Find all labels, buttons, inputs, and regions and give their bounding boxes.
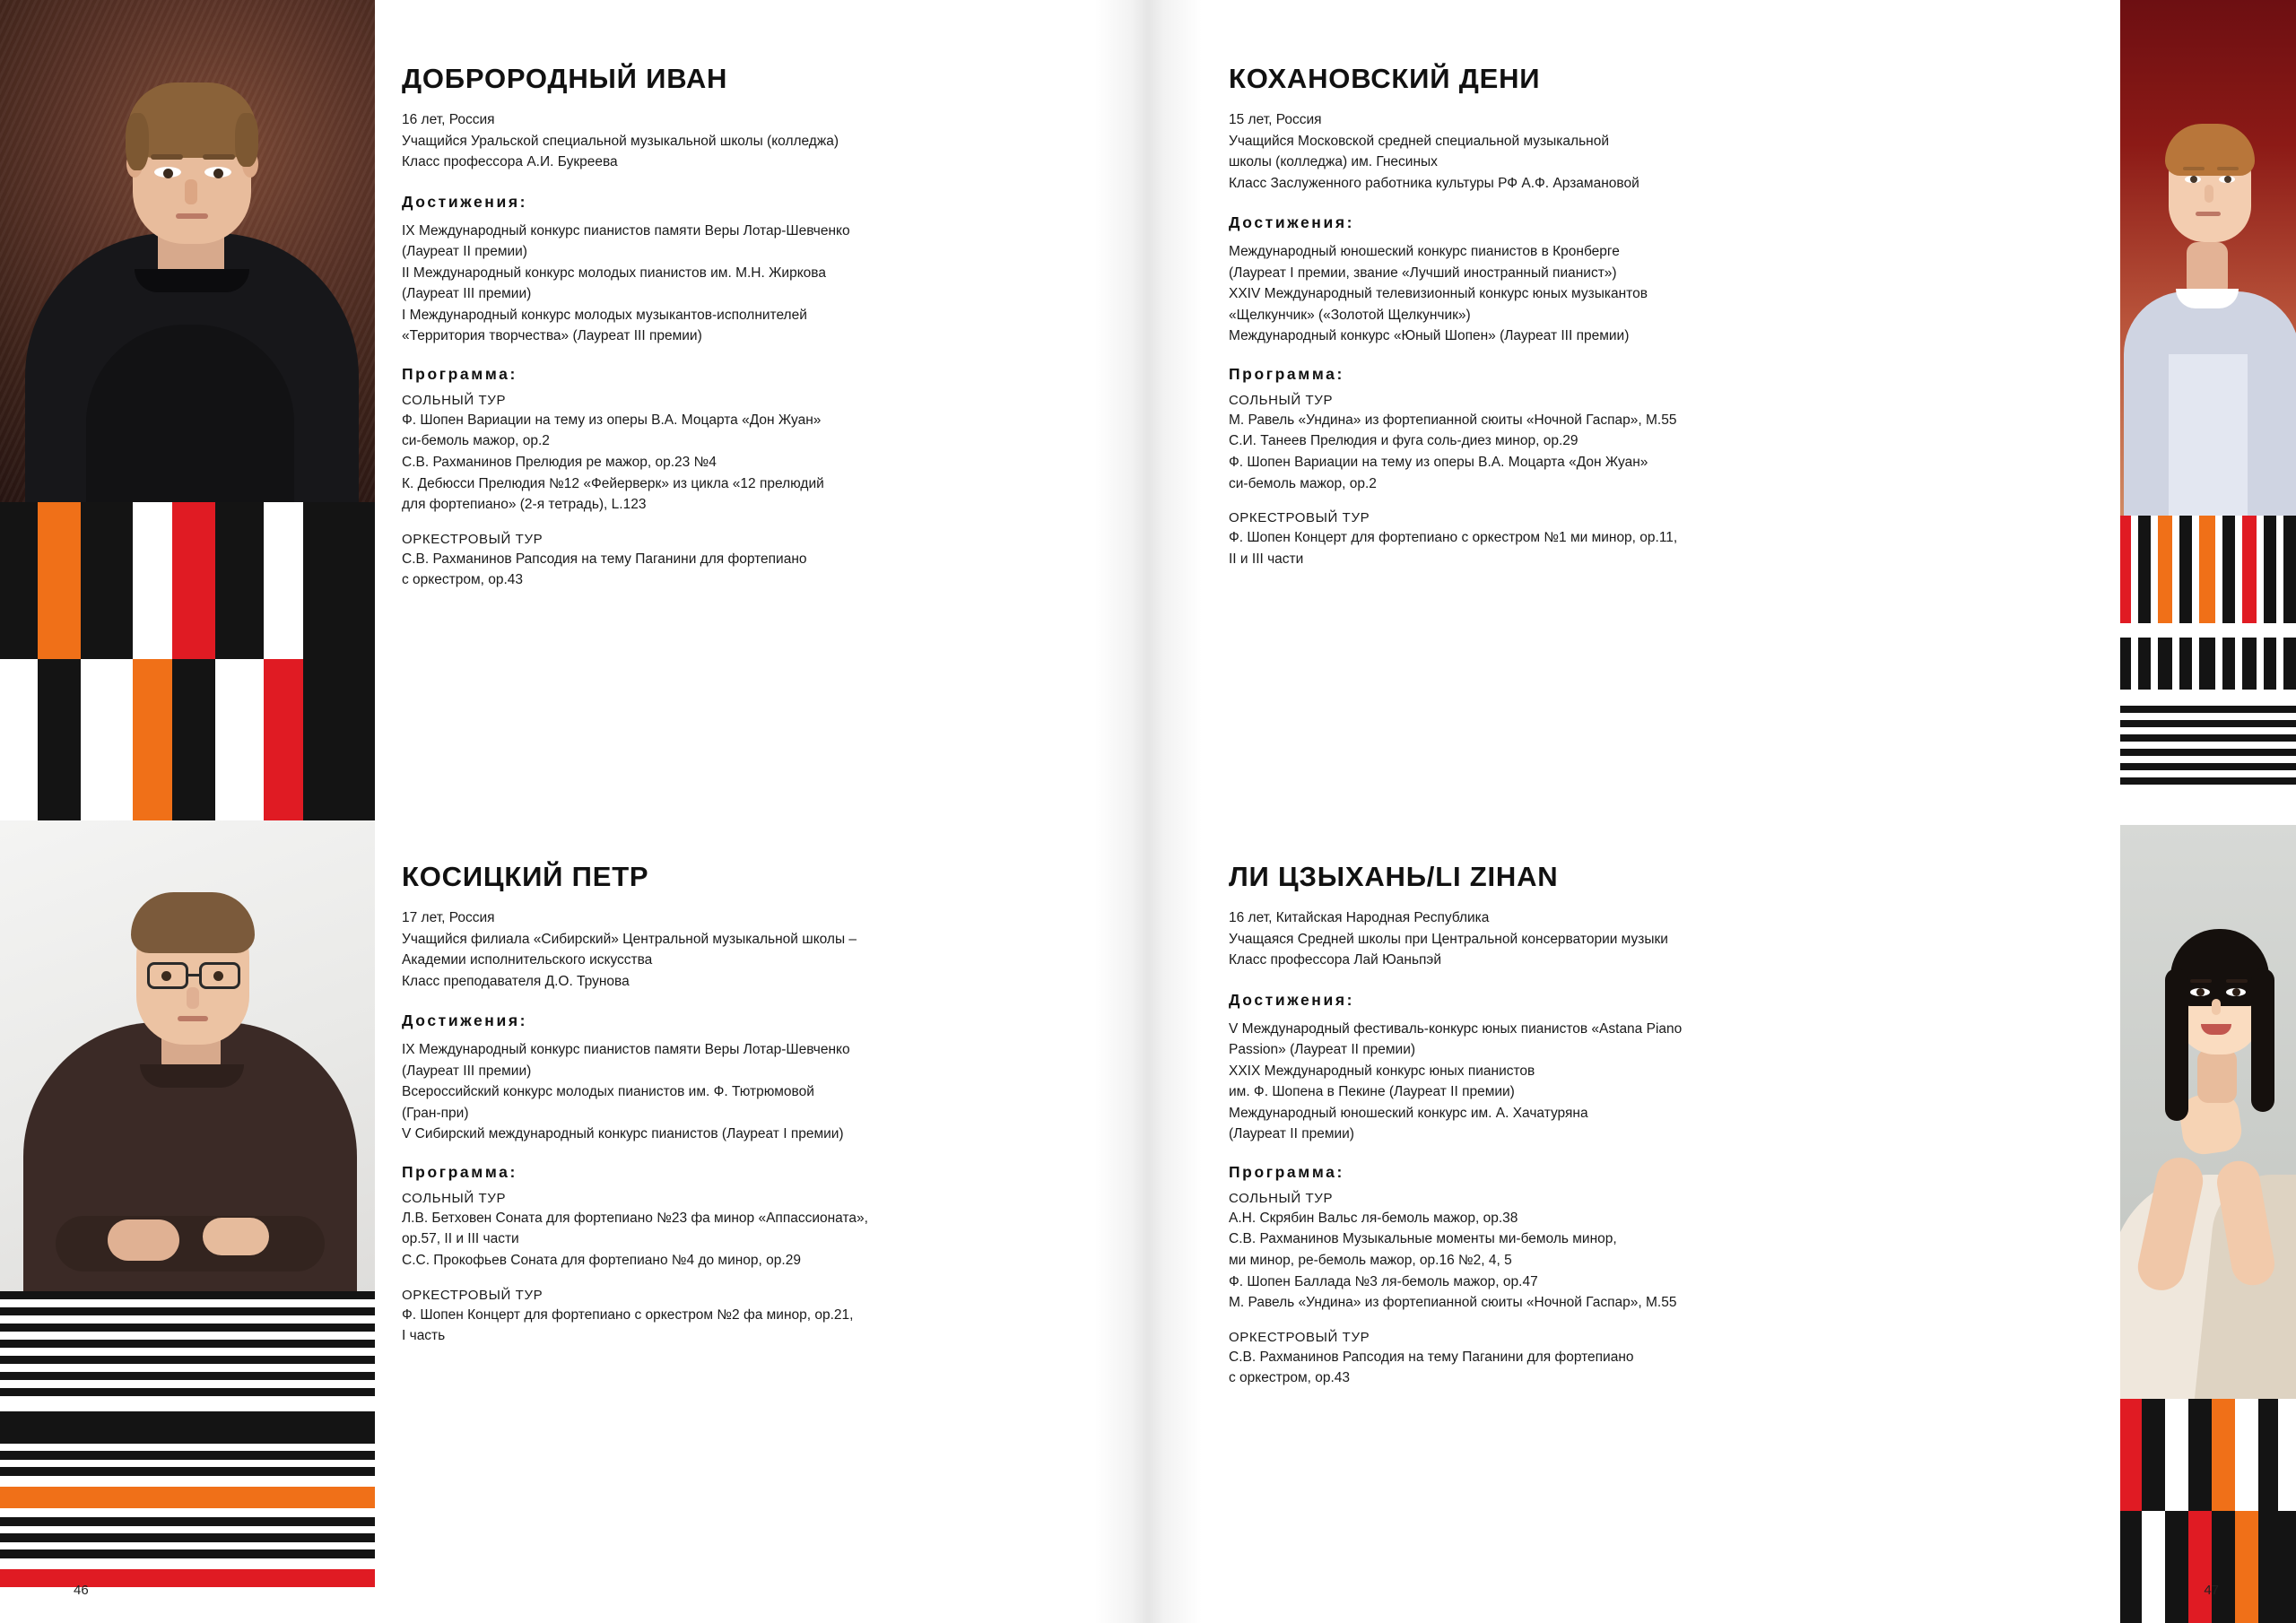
achievements-heading: Достижения: xyxy=(402,192,528,211)
tour-pieces-orchestra xyxy=(1229,1347,1937,1389)
tour-pieces-orchestra xyxy=(402,549,1110,591)
performer-name: ДОБРОРОДНЫЙ ИВАН xyxy=(402,63,728,94)
tour-label-orchestra: ОРКЕСТРОВЫЙ ТУР xyxy=(1229,1329,1370,1345)
tour-label-solo: СОЛЬНЫЙ ТУР xyxy=(402,392,507,408)
achievement-line: (Лауреат I премии, звание «Лучший иностранный пианист») xyxy=(1229,265,1617,281)
piece-line: М. Равель «Ундина» из фортепианной сюиты «Ночной Гаспар», M.55 xyxy=(1229,1295,1677,1311)
performer-name: КОСИЦКИЙ ПЕТР xyxy=(402,861,649,892)
meta-line: Класс профессора А.И. Букреева xyxy=(402,154,618,170)
achievement-line: XXIX Международный конкурс юных пианистов xyxy=(1229,1063,1535,1079)
program-heading: Программа: xyxy=(1229,1162,1344,1181)
decorative-stripes-left-bottom xyxy=(0,1291,375,1587)
piece-line: II и III части xyxy=(1229,551,1304,567)
achievement-line: Международный конкурс «Юный Шопен» (Лауреат III премии) xyxy=(1229,328,1630,344)
achievement-line: I Международный конкурс молодых музыкантов-исполнителей xyxy=(402,307,807,323)
page-right xyxy=(1148,0,2296,1623)
meta-line: 15 лет, Россия xyxy=(1229,112,1322,127)
tour-label-orchestra: ОРКЕСТРОВЫЙ ТУР xyxy=(402,531,544,547)
tour-label-solo: СОЛЬНЫЙ ТУР xyxy=(1229,1190,1334,1206)
achievements-list xyxy=(1229,241,1937,347)
achievement-line: IX Международный конкурс пианистов памяти Веры Лотар-Шевченко xyxy=(402,222,850,239)
tour-pieces-orchestra xyxy=(402,1305,1110,1347)
meta-line: Учащийся Московской средней специальной музыкальной xyxy=(1229,133,1609,149)
piece-line: Ф. Шопен Вариации на тему из оперы В.А. Моцарта «Дон Жуан» xyxy=(1229,455,1648,471)
piece-line: op.57, II и III части xyxy=(402,1231,519,1247)
program-heading: Программа: xyxy=(1229,364,1344,383)
achievement-line: IX Международный конкурс пианистов памяти Веры Лотар-Шевченко xyxy=(402,1042,850,1058)
meta-line: Академии исполнительского искусства xyxy=(402,952,653,968)
portrait-kositsky-petr xyxy=(0,820,375,1291)
piece-line: с оркестром, op.43 xyxy=(1229,1370,1351,1386)
piece-line: К. Дебюсси Прелюдия №12 «Фейерверк» из цикла «12 прелюдий xyxy=(402,475,824,491)
meta-line: Класс Заслуженного работника культуры РФ А.Ф. Арзамановой xyxy=(1229,175,1639,191)
tour-label-solo: СОЛЬНЫЙ ТУР xyxy=(402,1190,507,1206)
achievement-line: «Щелкунчик» («Золотой Щелкунчик») xyxy=(1229,307,1471,323)
achievement-line: Международный юношеский конкурс им. А. Хачатуряна xyxy=(1229,1105,1588,1121)
meta-line: 16 лет, Китайская Народная Республика xyxy=(1229,910,1490,925)
achievement-line: II Международный конкурс молодых пианистов им. М.Н. Жиркова xyxy=(402,265,826,281)
piece-line: для фортепиано» (2-я тетрадь), L.123 xyxy=(402,497,647,513)
tour-label-orchestra: ОРКЕСТРОВЫЙ ТУР xyxy=(1229,510,1370,526)
portrait-dobrorodny-ivan xyxy=(0,0,375,502)
meta-line: Класс профессора Лай Юаньпэй xyxy=(1229,952,1441,968)
achievements-list xyxy=(402,1039,1110,1145)
achievement-line: XXIV Международный телевизионный конкурс юных музыкантов xyxy=(1229,286,1648,302)
tour-pieces-solo xyxy=(402,1208,1110,1271)
piece-line: Ф. Шопен Вариации на тему из оперы В.А. Моцарта «Дон Жуан» xyxy=(402,412,822,428)
achievements-list xyxy=(402,221,1110,347)
meta-line: Класс преподавателя Д.О. Трунова xyxy=(402,973,630,989)
achievement-line: Международный юношеский конкурс пианистов в Кронберге xyxy=(1229,244,1620,260)
achievement-line: (Лауреат III премии) xyxy=(402,1063,532,1079)
tour-pieces-solo xyxy=(1229,410,1937,494)
tour-pieces-solo xyxy=(402,410,1110,516)
meta-line: 16 лет, Россия xyxy=(402,112,495,127)
achievement-line: (Лауреат II премии) xyxy=(1229,1126,1354,1142)
meta-line: Учащийся филиала «Сибирский» Центральной музыкальной школы – xyxy=(402,931,857,947)
meta-line: Учащаяся Средней школы при Центральной консерватории музыки xyxy=(1229,931,1668,947)
piece-line: I часть xyxy=(402,1328,446,1344)
performer-meta xyxy=(402,109,1110,173)
meta-line: Учащийся Уральской специальной музыкальной школы (колледжа) xyxy=(402,133,839,149)
piece-line: С.И. Танеев Прелюдия и фуга соль-диез минор, op.29 xyxy=(1229,433,1578,449)
piece-line: Л.В. Бетховен Соната для фортепиано №23 фа минор «Аппассионата», xyxy=(402,1210,868,1226)
portrait-li-zihan xyxy=(2120,825,2296,1399)
meta-line: школы (колледжа) им. Гнесиных xyxy=(1229,154,1438,170)
performer-meta xyxy=(402,907,1110,992)
page-gutter-shadow-right xyxy=(1148,0,1202,1623)
piece-line: С.С. Прокофьев Соната для фортепиано №4 до минор, op.29 xyxy=(402,1253,801,1269)
piece-line: Ф. Шопен Баллада №3 ля-бемоль мажор, op.47 xyxy=(1229,1273,1538,1289)
performer-meta xyxy=(1229,109,1937,194)
achievement-line: Passion» (Лауреат II премии) xyxy=(1229,1042,1416,1058)
performer-name: КОХАНОВСКИЙ ДЕНИ xyxy=(1229,63,1541,94)
achievements-list xyxy=(1229,1019,1937,1145)
piece-line: С.В. Рахманинов Рапсодия на тему Паганини для фортепиано xyxy=(1229,1349,1634,1365)
achievement-line: «Территория творчества» (Лауреат III премии) xyxy=(402,328,702,344)
achievements-heading: Достижения: xyxy=(1229,990,1355,1009)
piece-line: с оркестром, op.43 xyxy=(402,572,524,588)
performer-name: ЛИ ЦЗЫХАНЬ/LI ZIHAN xyxy=(1229,861,1559,892)
achievement-line: (Лауреат II премии) xyxy=(402,244,527,260)
achievements-heading: Достижения: xyxy=(402,1011,528,1030)
piece-line: ми минор, ре-бемоль мажор, op.16 №2, 4, 5 xyxy=(1229,1253,1512,1269)
piece-line: си-бемоль мажор, op.2 xyxy=(402,433,550,449)
achievement-line: V Сибирский международный конкурс пианистов (Лауреат I премии) xyxy=(402,1126,844,1142)
tour-label-orchestra: ОРКЕСТРОВЫЙ ТУР xyxy=(402,1287,544,1303)
meta-line: 17 лет, Россия xyxy=(402,910,495,925)
portrait-kokhanovsky-deni xyxy=(2120,0,2296,516)
achievement-line: (Гран-при) xyxy=(402,1105,469,1121)
achievements-heading: Достижения: xyxy=(1229,213,1355,232)
piece-line: си-бемоль мажор, op.2 xyxy=(1229,475,1377,491)
tour-pieces-orchestra xyxy=(1229,527,1937,569)
piece-line: Ф. Шопен Концерт для фортепиано с оркестром №1 ми минор, op.11, xyxy=(1229,530,1678,546)
program-heading: Программа: xyxy=(402,1162,517,1181)
performer-meta xyxy=(1229,907,1937,971)
piece-line: С.В. Рахманинов Музыкальные моменты ми-бемоль минор, xyxy=(1229,1231,1617,1247)
decorative-stripes-left-top xyxy=(0,502,375,820)
piece-line: Ф. Шопен Концерт для фортепиано с оркестром №2 фа минор, op.21, xyxy=(402,1306,854,1323)
achievement-line: V Международный фестиваль-конкурс юных пианистов «Astana Piano xyxy=(1229,1020,1683,1037)
tour-label-solo: СОЛЬНЫЙ ТУР xyxy=(1229,392,1334,408)
tour-pieces-solo xyxy=(1229,1208,1937,1314)
piece-line: А.Н. Скрябин Вальс ля-бемоль мажор, op.38 xyxy=(1229,1210,1518,1226)
achievement-line: им. Ф. Шопена в Пекине (Лауреат II премии) xyxy=(1229,1084,1515,1100)
entry-kokhanovsky-deni xyxy=(1229,63,1937,569)
piece-line: С.В. Рахманинов Прелюдия ре мажор, op.23 №4 xyxy=(402,455,717,471)
entry-li-zihan xyxy=(1229,861,1937,1389)
program-heading: Программа: xyxy=(402,364,517,383)
folio-page-number-left: 46 xyxy=(74,1583,89,1598)
piece-line: М. Равель «Ундина» из фортепианной сюиты «Ночной Гаспар», M.55 xyxy=(1229,412,1677,428)
achievement-line: (Лауреат III премии) xyxy=(402,286,532,302)
decorative-stripes-right-top xyxy=(2120,516,2296,825)
piece-line: С.В. Рахманинов Рапсодия на тему Паганини для фортепиано xyxy=(402,551,807,567)
achievement-line: Всероссийский конкурс молодых пианистов им. Ф. Тютрюмовой xyxy=(402,1084,814,1100)
entry-kositsky-petr xyxy=(402,861,1110,1347)
folio-page-number-right: 47 xyxy=(2204,1583,2219,1598)
entry-dobrorodny-ivan xyxy=(402,63,1110,591)
